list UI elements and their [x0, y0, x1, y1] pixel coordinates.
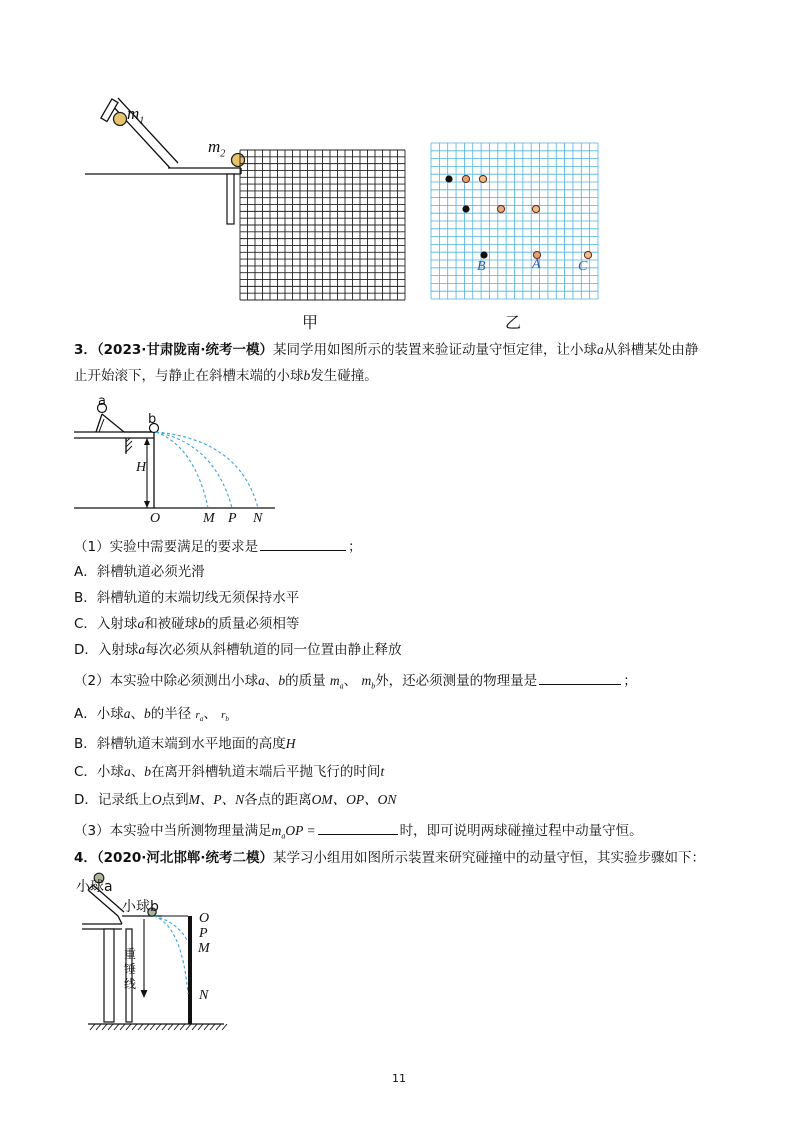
dot-black	[480, 251, 487, 258]
fig4-label-N: N	[199, 988, 209, 1003]
dot-orange	[584, 251, 591, 258]
q3-p1-option-A: A．斜槽轨道必须光滑	[74, 564, 205, 580]
ball-m1	[114, 113, 127, 126]
fig4-label-ball-b: 小球b	[122, 899, 159, 915]
figure-jia	[80, 95, 425, 310]
q3-p1-option-B: B．斜槽轨道的末端切线无须保持水平	[74, 590, 300, 606]
dot-black	[445, 175, 452, 182]
figure-yi	[430, 142, 600, 302]
dot-orange	[462, 175, 469, 182]
q3-p2-option-C: C．小球a、b在离开斜槽轨道末端后平抛飞行的时间t	[74, 764, 385, 780]
page-number: 11	[392, 1072, 406, 1085]
label-B: B	[477, 259, 486, 274]
fig4-label-ball-a: 小球a	[76, 879, 113, 895]
record-grid	[240, 150, 405, 300]
fig4-label-M: M	[198, 941, 210, 956]
caption-jia: 甲	[302, 313, 319, 332]
q3-p1-option-C: C．入射球a和被碰球b的质量必须相等	[74, 616, 300, 632]
label-A: A	[532, 257, 541, 272]
dot-orange	[479, 175, 486, 182]
fig3-label-a: a	[98, 394, 106, 409]
fig3-label-b: b	[148, 412, 157, 427]
q3-part3: （3）本实验中当所测物理量满足$m_aOP$ = 时，即可说明两球碰撞过程中动量守恒。	[74, 820, 643, 847]
fig3-label-P: P	[228, 511, 237, 526]
fig4-label-P: P	[199, 926, 208, 941]
ball-m2	[232, 154, 245, 167]
q4-stem: 4．（2020·河北邯郸·统考二模）某学习小组用如图所示装置来研究碰撞中的动量守恒，其实验步骤如下：	[74, 850, 705, 866]
q3-part1: （1）实验中需要满足的要求是 ；	[74, 536, 362, 557]
fig4-label-plumb: 重 锤 线	[124, 947, 137, 991]
fig3-label-M: M	[203, 511, 215, 526]
caption-yi: 乙	[505, 313, 522, 332]
label-m1: $m_1$	[127, 104, 145, 127]
blue-grid	[431, 143, 598, 299]
dot-orange	[497, 205, 504, 212]
fig4-label-O: O	[199, 911, 210, 926]
label-m2: $m_2$	[208, 137, 226, 160]
q3-part2: （2）本实验中除必须测出小球a、b的质量 $m_a$、 $m_b$外，还必须测量的物理量是 ；	[74, 670, 637, 697]
fig3-label-N: N	[253, 511, 263, 526]
label-C: C	[578, 259, 588, 274]
dot-black	[462, 205, 469, 212]
q3-p2-option-B: B．斜槽轨道末端到水平地面的高度H	[74, 736, 296, 752]
dot-orange	[532, 205, 539, 212]
fig3-label-H: H	[136, 460, 147, 475]
fig3-label-O: O	[150, 511, 161, 526]
q3-p2-option-A: A．小球a、b的半径 $r_a$、 $r_b$	[74, 706, 229, 724]
q3-p1-option-D: D．入射球a每次必须从斜槽轨道的同一位置由静止释放	[74, 642, 402, 658]
q3-p2-option-D: D．记录纸上O点到M、P、N各点的距离OM、OP、ON	[74, 792, 397, 808]
q3-stem-line1: 3．（2023·甘肃陇南·统考一模）某同学用如图所示的装置来验证动量守恒定律，让小球a从斜槽某处由静	[74, 342, 699, 358]
q3-stem-line2: 止开始滚下，与静止在斜槽末端的小球b发生碰撞。	[74, 368, 378, 384]
figure-q3	[70, 392, 280, 527]
